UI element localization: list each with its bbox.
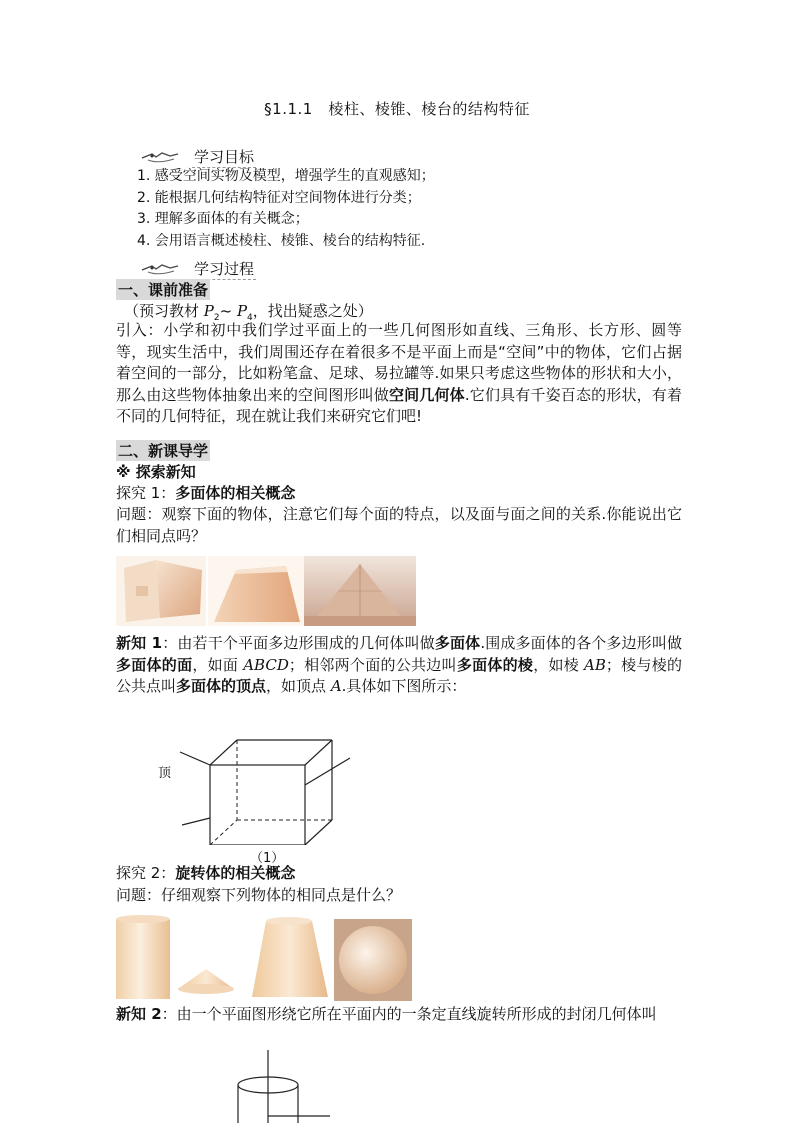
question1-paragraph: 问题：观察下面的物体，注意它们每个面的特点，以及面与面之间的关系.你能说出它们相同点吗？ — [116, 505, 682, 545]
inquiry1-heading: 探究 1：多面体的相关概念 — [116, 484, 296, 502]
pyramid-photo — [304, 556, 416, 626]
intro-paragraph: 引入：小学和初中我们学过平面上的一些几何图形如直线、三角形、长方形、圆等等，现实生活中，我们周围还存在着很多不是平面上而是“空间”中的物体，它们占据着空间的一部分，比如粉笔盒、足球、易拉罐等.如果只考虑这些物体的形状和大小，那么由这些物体抽象出来的空间图形叫做空间几何体.它们具有千姿百态的形状，有着不同的几何特征，现在就让我们来研究它们吧! — [116, 321, 682, 425]
explore-heading: ※ 探索新知 — [116, 463, 196, 481]
bird-icon — [140, 148, 180, 166]
goal-item: 3. 理解多面体的有关概念； — [137, 211, 309, 227]
goal-item: 4. 会用语言概述棱柱、棱锥、棱台的结构特征. — [137, 232, 426, 249]
frustum-cup-photo — [252, 917, 328, 997]
page-title: §1.1.1 棱柱、棱锥、棱台的结构特征 — [264, 100, 530, 118]
chalk-box-photo — [116, 556, 206, 626]
question2-line: 问题：仔细观察下列物体的相同点是什么？ — [116, 886, 402, 904]
inquiry2-heading: 探究 2：旋转体的相关概念 — [116, 864, 296, 882]
goals-header-label: 学习目标 — [194, 148, 255, 166]
preview-note: （预习教材 $P_2\sim$ $P_4$，找出疑惑之处） — [124, 302, 373, 323]
goal-item: 1. 感受空间实物及模型，增强学生的直观感知； — [137, 168, 435, 184]
cylinder-photo — [116, 915, 170, 999]
goals-list — [137, 166, 435, 252]
cone-photo — [178, 969, 234, 994]
rotation-diagram — [230, 1050, 340, 1123]
bird-icon — [140, 260, 180, 278]
cube-diagram — [150, 730, 380, 845]
goal-item: 2. 能根据几何结构特征对空间物体进行分类； — [137, 189, 421, 206]
part2-heading: 二、新课导学 — [118, 442, 209, 460]
process-header-label: 学习过程 — [194, 260, 255, 278]
newknow2-paragraph: 新知 2：由一个平面图形绕它所在平面内的一条定直线旋转所形成的封闭几何体叫 — [116, 1005, 657, 1023]
ball-photo — [334, 919, 412, 1001]
cube-label-vertex: 顶 — [158, 766, 172, 781]
polyhedra-photos — [116, 556, 416, 626]
newknow1-paragraph: 新知 1：由若干个平面多边形围成的几何体叫做多面体.围成多面体的各个多边形叫做多面体的面，如面 ABCD；相邻两个面的公共边叫多面体的棱，如棱 AB；棱与棱的公共点叫多面体的顶点，如顶点 A.具体如下图所示： — [116, 634, 682, 695]
part1-heading: 一、课前准备 — [118, 281, 209, 299]
solids-of-revolution-photos — [116, 915, 416, 1001]
cube-caption: （1） — [250, 851, 285, 866]
frustum-photo — [208, 556, 304, 626]
goals-header — [140, 146, 256, 168]
process-header — [140, 258, 256, 280]
